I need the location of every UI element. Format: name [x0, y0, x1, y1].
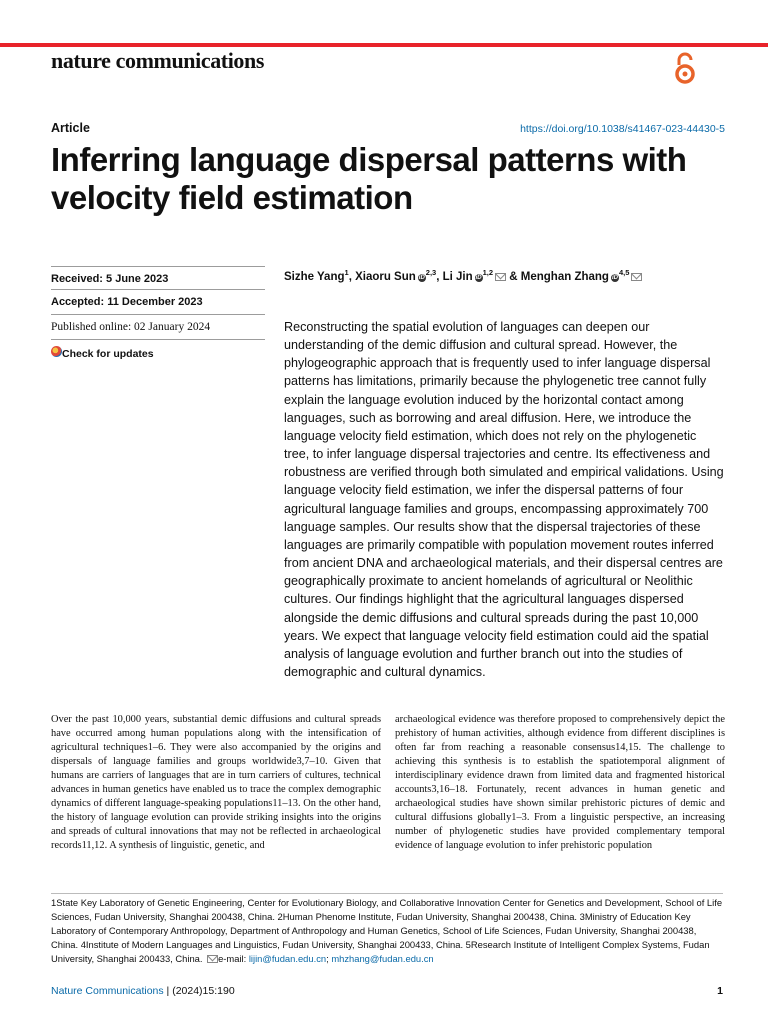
email-separator: ; — [326, 953, 332, 964]
affiliations — [51, 893, 723, 966]
author-name[interactable]: Li Jin — [442, 270, 473, 283]
journal-name[interactable]: nature communications — [51, 48, 265, 73]
orcid-icon[interactable]: iD — [418, 274, 425, 281]
author-separator: , — [436, 270, 443, 283]
orcid-icon[interactable]: iD — [611, 274, 618, 281]
author-name[interactable]: Sizhe Yang — [284, 270, 345, 283]
check-for-updates-button[interactable] — [51, 340, 265, 360]
article-type-label: Article — [51, 121, 90, 135]
email-envelope-icon — [207, 955, 218, 963]
received-date-row — [51, 266, 265, 285]
author-separator: & — [506, 270, 521, 283]
check-updates-row — [51, 339, 265, 360]
email-label: e-mail: — [218, 953, 249, 964]
author-name[interactable]: Xiaoru Sun — [355, 270, 416, 283]
body-column-right: archaeological evidence was therefore proposed to comprehensively depict the prehistory of human activities, although evidence from different disciplines is often far from reaching a reasonable consensus14,15. The challenge to achieving this synthesis is to establish the spatiotemporal alignment of interdisciplinary evidence drawn from limited data and fragmented historical accounts3,16–18. Fortunately, recent advances in human genetic and archaeological studies have shown similar prehistoric pictures of demic and cultural diffusions globally1–3. From a linguistic perspective, an increasing number of phylogenetic studies have provided complementary temporal evidence of language evolution to infer prehistoric population — [395, 714, 725, 851]
affiliations-text: 1State Key Laboratory of Genetic Engineering, Center for Evolutionary Biology, and Collaborative Innovation Center for Genetics and Development, School of Life Sciences, Fudan University, Shanghai 200438, China. 2Human Phenome Institute, Fudan University, Shanghai 200438, China. 3Ministry of Education Key Laboratory of Contemporary Anthropology, Department of Anthropology and Human Genetics, School of Life Sciences, Fudan University, Shanghai 200438, China. 4Institute of Modern Languages and Linguistics, Fudan University, Shanghai 200433, China. 5Research Institute of Intelligent Complex Systems, Fudan University, Shanghai 200433, China. — [51, 897, 723, 964]
author-affiliation-sup: 2,3 — [425, 268, 437, 277]
published-date: Published online: 02 January 2024 — [51, 321, 211, 333]
author-separator: , — [348, 270, 356, 283]
top-red-bar — [0, 43, 768, 47]
email-link[interactable]: lijin@fudan.edu.cn — [248, 953, 327, 964]
author-affiliation-sup: 1 — [344, 268, 349, 277]
email-envelope-icon[interactable] — [631, 273, 642, 281]
footer-volume: | (2024)15:190 — [163, 985, 235, 997]
article-title: Inferring language dispersal patterns with velocity field estimation — [51, 141, 687, 216]
email-envelope-icon[interactable] — [495, 273, 506, 281]
accepted-date: Accepted: 11 December 2023 — [51, 296, 203, 308]
footer-citation — [51, 985, 235, 997]
accepted-date-row — [51, 289, 265, 308]
abstract: Reconstructing the spatial evolution of languages can deepen our understanding of the demic diffusion and cultural spread. However, the phylogeographic approach that is frequently used to infer language dispersal patterns has limitations, primarily because the phylogenetic tree cannot fully explain the language evolution induced by the horizontal contact among languages, such as borrowing and areal diffusion. Here, we introduce the language velocity field estimation, which does not rely on the phylogenetic tree, to infer language dispersal trajectories and centre. Its effectiveness and robustness are verified through both simulated and empirical validations. Using language velocity field estimation, we infer the dispersal patterns of four agricultural language families and groups, encompassing approximately 700 language samples. Our results show that the dispersal trajectories of these languages are primarily compatible with population movement routes inferred from ancient DNA and archaeological materials, and their dispersal centres are geographically proximate to ancient homelands of agricultural or Neolithic cultures. Our findings highlight that the agricultural languages dispersed alongside the demic diffusions and cultural spreads during the past 10,000 years. We expect that language velocity field estimation could aid the spatial analysis of language evolution and further branch out into the studies of demographic and cultural dynamics. — [284, 320, 724, 679]
author-list — [284, 268, 642, 283]
author-affiliation-sup: 4,5 — [618, 268, 630, 277]
orcid-icon[interactable]: iD — [475, 274, 482, 281]
check-updates-label: Check for updates — [62, 348, 154, 360]
author-affiliation-sup: 1,2 — [482, 268, 494, 277]
published-date-row — [51, 314, 265, 333]
footer-journal-link[interactable]: Nature Communications — [51, 985, 164, 997]
doi-link[interactable]: https://doi.org/10.1038/s41467-023-44430-5 — [520, 123, 725, 135]
received-date: Received: 5 June 2023 — [51, 273, 169, 285]
check-updates-icon — [51, 346, 62, 357]
open-access-icon — [670, 52, 700, 86]
author-name[interactable]: Menghan Zhang — [520, 270, 609, 283]
body-column-left: Over the past 10,000 years, substantial demic diffusions and cultural spreads have occurred among human populations along with the intensification of agricultural techniques1–6. They were also accompanied by the origins and dispersals of language families and groups worldwide3,7–10. Given that humans are carriers of languages that are in turn carriers of cultures, technical advances in human genetics have enabled us to trace the complex demographic dynamics of different language-speaking populations11–13. On the other hand, the history of language evolution can provide striking insights into the origins and spreads of cultural innovations that may not be reflected in archaeological records11,12. A synthesis of linguistic, genetic, and — [51, 714, 381, 851]
page-number: 1 — [717, 985, 723, 997]
email-link[interactable]: mhzhang@fudan.edu.cn — [331, 953, 434, 964]
